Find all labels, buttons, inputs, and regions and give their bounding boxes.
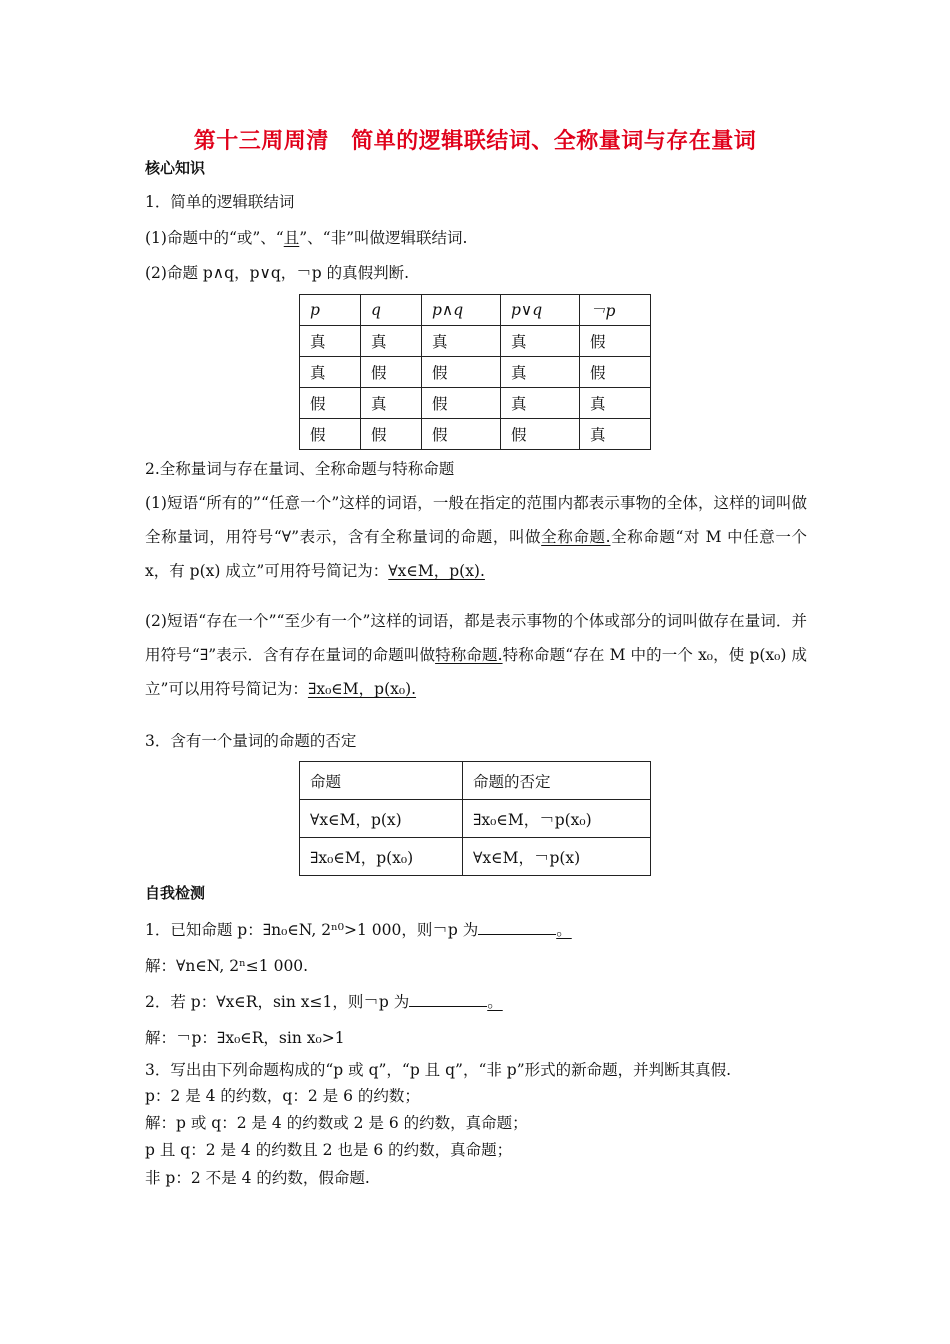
table-row xyxy=(300,357,651,388)
table-cell: 真 xyxy=(501,357,580,388)
table-header-cell: ￢p xyxy=(580,295,651,326)
table-cell: 假 xyxy=(501,419,580,450)
table-header-cell: p xyxy=(300,295,361,326)
solution-3-not: 非 p：2 不是 4 的约数，假命题. xyxy=(145,1169,370,1187)
table-header-cell: 命题的否定 xyxy=(463,762,651,800)
table-row xyxy=(300,388,651,419)
table-cell: 假 xyxy=(361,357,422,388)
table-cell: 真 xyxy=(300,326,361,357)
s1-heading: 1．简单的逻辑联结词 xyxy=(145,193,295,211)
table-header-cell: 命题 xyxy=(300,762,463,800)
table-header-cell: q xyxy=(361,295,422,326)
underlined-particular-prop: 特称命题. xyxy=(435,646,503,664)
table-cell: 真 xyxy=(361,388,422,419)
solution-2: 解：￢p：∃x₀∈R，sin x₀>1 xyxy=(145,1029,345,1047)
answer-blank xyxy=(409,992,487,1007)
table-cell: 假 xyxy=(422,357,501,388)
s1-paragraph-1: (1)命题中的“或”、“且”、“非”叫做逻辑联结词. xyxy=(145,229,468,247)
question-2: 2．若 p：∀x∈R，sin x≤1，则￢p 为 。 xyxy=(145,993,503,1011)
table-row xyxy=(300,838,651,876)
table-cell: 假 xyxy=(422,419,501,450)
truth-table xyxy=(299,294,651,450)
table-header-row xyxy=(300,762,651,800)
table-cell: 真 xyxy=(501,326,580,357)
table-cell: 假 xyxy=(300,419,361,450)
page-title: 第十三周周清 简单的逻辑联结词、全称量词与存在量词 xyxy=(193,129,757,154)
table-row xyxy=(300,419,651,450)
table-cell: 真 xyxy=(580,419,651,450)
question-3: 3．写出由下列命题构成的“p 或 q”，“p 且 q”，“非 p”形式的新命题，并判断其真假. xyxy=(145,1061,732,1079)
answer-blank xyxy=(478,920,556,935)
underlined-and: 且 xyxy=(283,229,300,247)
underlined-universal-prop: 全称命题. xyxy=(541,528,611,546)
underlined-particular-notation: ∃x₀∈M，p(x₀). xyxy=(307,680,417,698)
table-header-cell: p∨q xyxy=(501,295,580,326)
table-header-row xyxy=(300,295,651,326)
table-cell: 假 xyxy=(580,326,651,357)
s3-heading: 3．含有一个量词的命题的否定 xyxy=(145,732,357,750)
table-cell: 假 xyxy=(422,388,501,419)
table-cell: 假 xyxy=(300,388,361,419)
s1-paragraph-2: (2)命题 p∧q，p∨q，￢p 的真假判断. xyxy=(145,264,410,282)
s2-paragraph-1: (1)短语“所有的”“任意一个”这样的词语，一般在指定的范围内都表示事物的全体，这样的词叫做全称量词，用符号“∀”表示，含有全称量词的命题，叫做全称命题.全称命题“对 M 中任意一个 x，有 p(x) 成立”可用符号简记为：∀x∈M，p(x). xyxy=(145,494,807,580)
section-heading-core: 核心知识 xyxy=(145,159,206,177)
table-cell: 真 xyxy=(300,357,361,388)
table-cell: 真 xyxy=(422,326,501,357)
underlined-universal-notation: ∀x∈M，p(x). xyxy=(388,562,485,580)
table-cell: 真 xyxy=(580,388,651,419)
s2-paragraph-2: (2)短语“存在一个”“至少有一个”这样的词语，都是表示事物的个体或部分的词叫做存在量词．并用符号“∃”表示．含有存在量词的命题叫做特称命题.特称命题“存在 M 中的一个 x₀，使 p(x₀) 成立”可以用符号简记为：∃x₀∈M，p(x₀). xyxy=(145,612,807,698)
table-cell: 假 xyxy=(580,357,651,388)
solution-3-or: 解：p 或 q：2 是 4 的约数或 2 是 6 的约数，真命题； xyxy=(145,1114,528,1132)
question-3-given: p：2 是 4 的约数，q：2 是 6 的约数； xyxy=(145,1087,420,1105)
table-cell: 真 xyxy=(361,326,422,357)
solution-3-and: p 且 q：2 是 4 的约数且 2 也是 6 的约数，真命题； xyxy=(145,1141,513,1159)
section-heading-check: 自我检测 xyxy=(145,884,206,902)
table-cell: ∃x₀∈M，￢p(x₀) xyxy=(463,800,651,838)
solution-1: 解：∀n∈N, 2ⁿ≤1 000. xyxy=(145,957,309,975)
table-row xyxy=(300,326,651,357)
table-cell: 真 xyxy=(501,388,580,419)
table-header-cell: p∧q xyxy=(422,295,501,326)
negation-table xyxy=(299,761,651,876)
question-1: 1．已知命题 p：∃n₀∈N, 2ⁿ⁰>1 000，则￢p 为 。 xyxy=(145,921,572,939)
table-cell: ∀x∈M，p(x) xyxy=(300,800,463,838)
table-cell: 假 xyxy=(361,419,422,450)
table-cell: ∀x∈M，￢p(x) xyxy=(463,838,651,876)
s2-heading: 2.全称量词与存在量词、全称命题与特称命题 xyxy=(145,460,455,478)
table-cell: ∃x₀∈M，p(x₀) xyxy=(300,838,463,876)
table-row xyxy=(300,800,651,838)
